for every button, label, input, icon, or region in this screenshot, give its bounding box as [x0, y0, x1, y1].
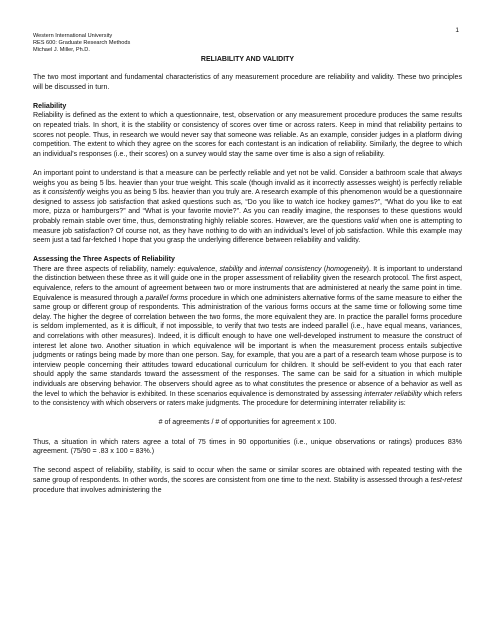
text-segment: There are three aspects of reliability, namely: — [33, 265, 178, 273]
term-internal-consistency: internal consistency — [259, 265, 322, 273]
header-institution: Western International University — [33, 33, 113, 39]
page-number: 1 — [455, 27, 459, 34]
text-segment: procedure that involves administering the — [33, 486, 162, 494]
term-stability: stability — [219, 265, 243, 273]
term-test-retest: test-retest — [430, 476, 462, 484]
text-segment: The second aspect of reliability, stability, is said to occur when the same or similar scores are obtained with repeated testing with the same group of respondents. In other words, the scores are consistent from one time to the next. Stability is assessed through a — [33, 467, 462, 484]
text-segment: , — [215, 265, 220, 273]
intro-paragraph: The two most important and fundamental characteristics of any measurement procedure are reliability and validity. These two principles will be discussed in turn. — [33, 74, 462, 91]
document-title: RELIABILITY AND VALIDITY — [200, 56, 295, 63]
text-segment: weighs you as being 5 lbs. heavier than your true weight. This scale (though invalid as it incorrectly assesses weight) is perfectly reliable as it — [33, 179, 462, 197]
emphasis-consistently: consistently — [48, 189, 85, 197]
aspects-paragraph — [33, 265, 462, 409]
document-body — [33, 73, 462, 505]
text-segment: which refers to the consistency with which observers or raters make judgments. The procedure for determining interrater reliability is: — [33, 390, 463, 408]
reliability-paragraph-2 — [33, 169, 462, 246]
reliability-paragraph-1: Reliability is defined as the extent to which a questionnaire, test, observation or any measurement procedure produces the same results on repeated trials. In short, it is the stability or consistency of scores over time or across raters. Keep in mind that reliability pertains to scores not people. Thus, in research we would never say that someone was reliable. As an example, consider judges in a platform diving competition. The extent to which they agree on the scores for each contestant is an indication of reliability. Similarly, the degree to which an individual’s responses (i.e., their scores) on a survey would stay the same over time is also a sign of reliability. — [33, 112, 462, 158]
term-interrater-reliability: interrater reliability — [364, 390, 422, 398]
stability-paragraph — [33, 466, 462, 495]
reliability-heading: Reliability — [33, 102, 67, 110]
emphasis-valid: valid — [363, 217, 379, 225]
text-segment: procedure in which one administers alternative forms of the same measure to either the same group or different group of respondents. This administration of the various forms occurs at the same time or following some time delay. The higher the degree of correlation between the two forms, the more equivalent they are. In practice the parallel forms procedure is seldom implemented, as it is difficult, if not impossible, to verify that two tests are indeed parallel (i.e., have equal means, variances, and correlations with other measures). Indeed, it is difficult enough to have one well-developed instrument to measure the construct of interest let alone two. Another situation in which equivalence will be important is when the measurement process entails subjective judgments or ratings being made by more than one person. Say, for example, that you are a part of a research team whose purpose is to interview people concerning their attitudes toward educational curriculum for children. It should be self-evident to you that each rater should apply the same standards toward the assessment of the responses. The same can be said for a situation in which multiple individuals are observing behavior. The observers should agree as to what constitutes the presence or absence of a behavior as well as the level to which the behavior is exhibited. In these scenarios equivalence is demonstrated by assessing — [33, 294, 463, 398]
interrater-formula: # of agreements / # of opportunities for agreement x 100. — [158, 419, 337, 427]
term-parallel-forms: parallel forms — [145, 294, 188, 302]
emphasis-always: always — [440, 169, 462, 177]
text-segment: weighs you as being 5 lbs. heavier than you truly are. A research example of this phenomenon would be a questionnaire designed to assess job satisfaction that asked questions such as, “Do you like to watch ice hockey games?”, “What do you like to eat more, pizza or hamburgers?” and “What is your favorite movie?”. As you can readily imagine, the responses to these questions would probably remain stable over time, thus, demonstrating highly reliable scores. However, are the questions — [33, 189, 462, 225]
text-segment: ). It is important to understand the distinction between these three as it will guide one in the proper assessment of reliability given the research protocol. The first aspect, equivalence, refers to the amount of agreement between two or more instruments that are administered at nearly the same point in time. Equivalence is measured through a — [33, 265, 462, 302]
term-equivalence: equivalence — [177, 265, 216, 273]
header-author: Michael J. Miller, Ph.D. — [33, 46, 90, 53]
document-header — [33, 33, 130, 53]
example-paragraph: Thus, a situation in which raters agree a total of 75 times in 90 opportunities (i.e., unique observations or ratings) produces 83% agreement. (75/90 = .83 x 100 = 83%.) — [33, 438, 462, 456]
aspects-heading: Assessing the Three Aspects of Reliability — [33, 256, 175, 264]
header-course: RES 600: Graduate Research Methods — [33, 39, 131, 46]
text-segment: An important point to understand is that a measure can be perfectly reliable and yet not be valid. Consider a bathroom scale that — [33, 169, 441, 177]
text-segment: when one is attempting to measure job satisfaction? Of course not, as they have nothing to do with an individual’s level of job satisfaction. While this example may seem just a tad far-fetched I hope that you grasp the underlying difference between reliability and validity. — [33, 217, 462, 245]
term-homogeneity: homogeneity — [326, 265, 367, 273]
text-segment: ( — [321, 265, 327, 273]
text-segment: and — [242, 265, 260, 273]
